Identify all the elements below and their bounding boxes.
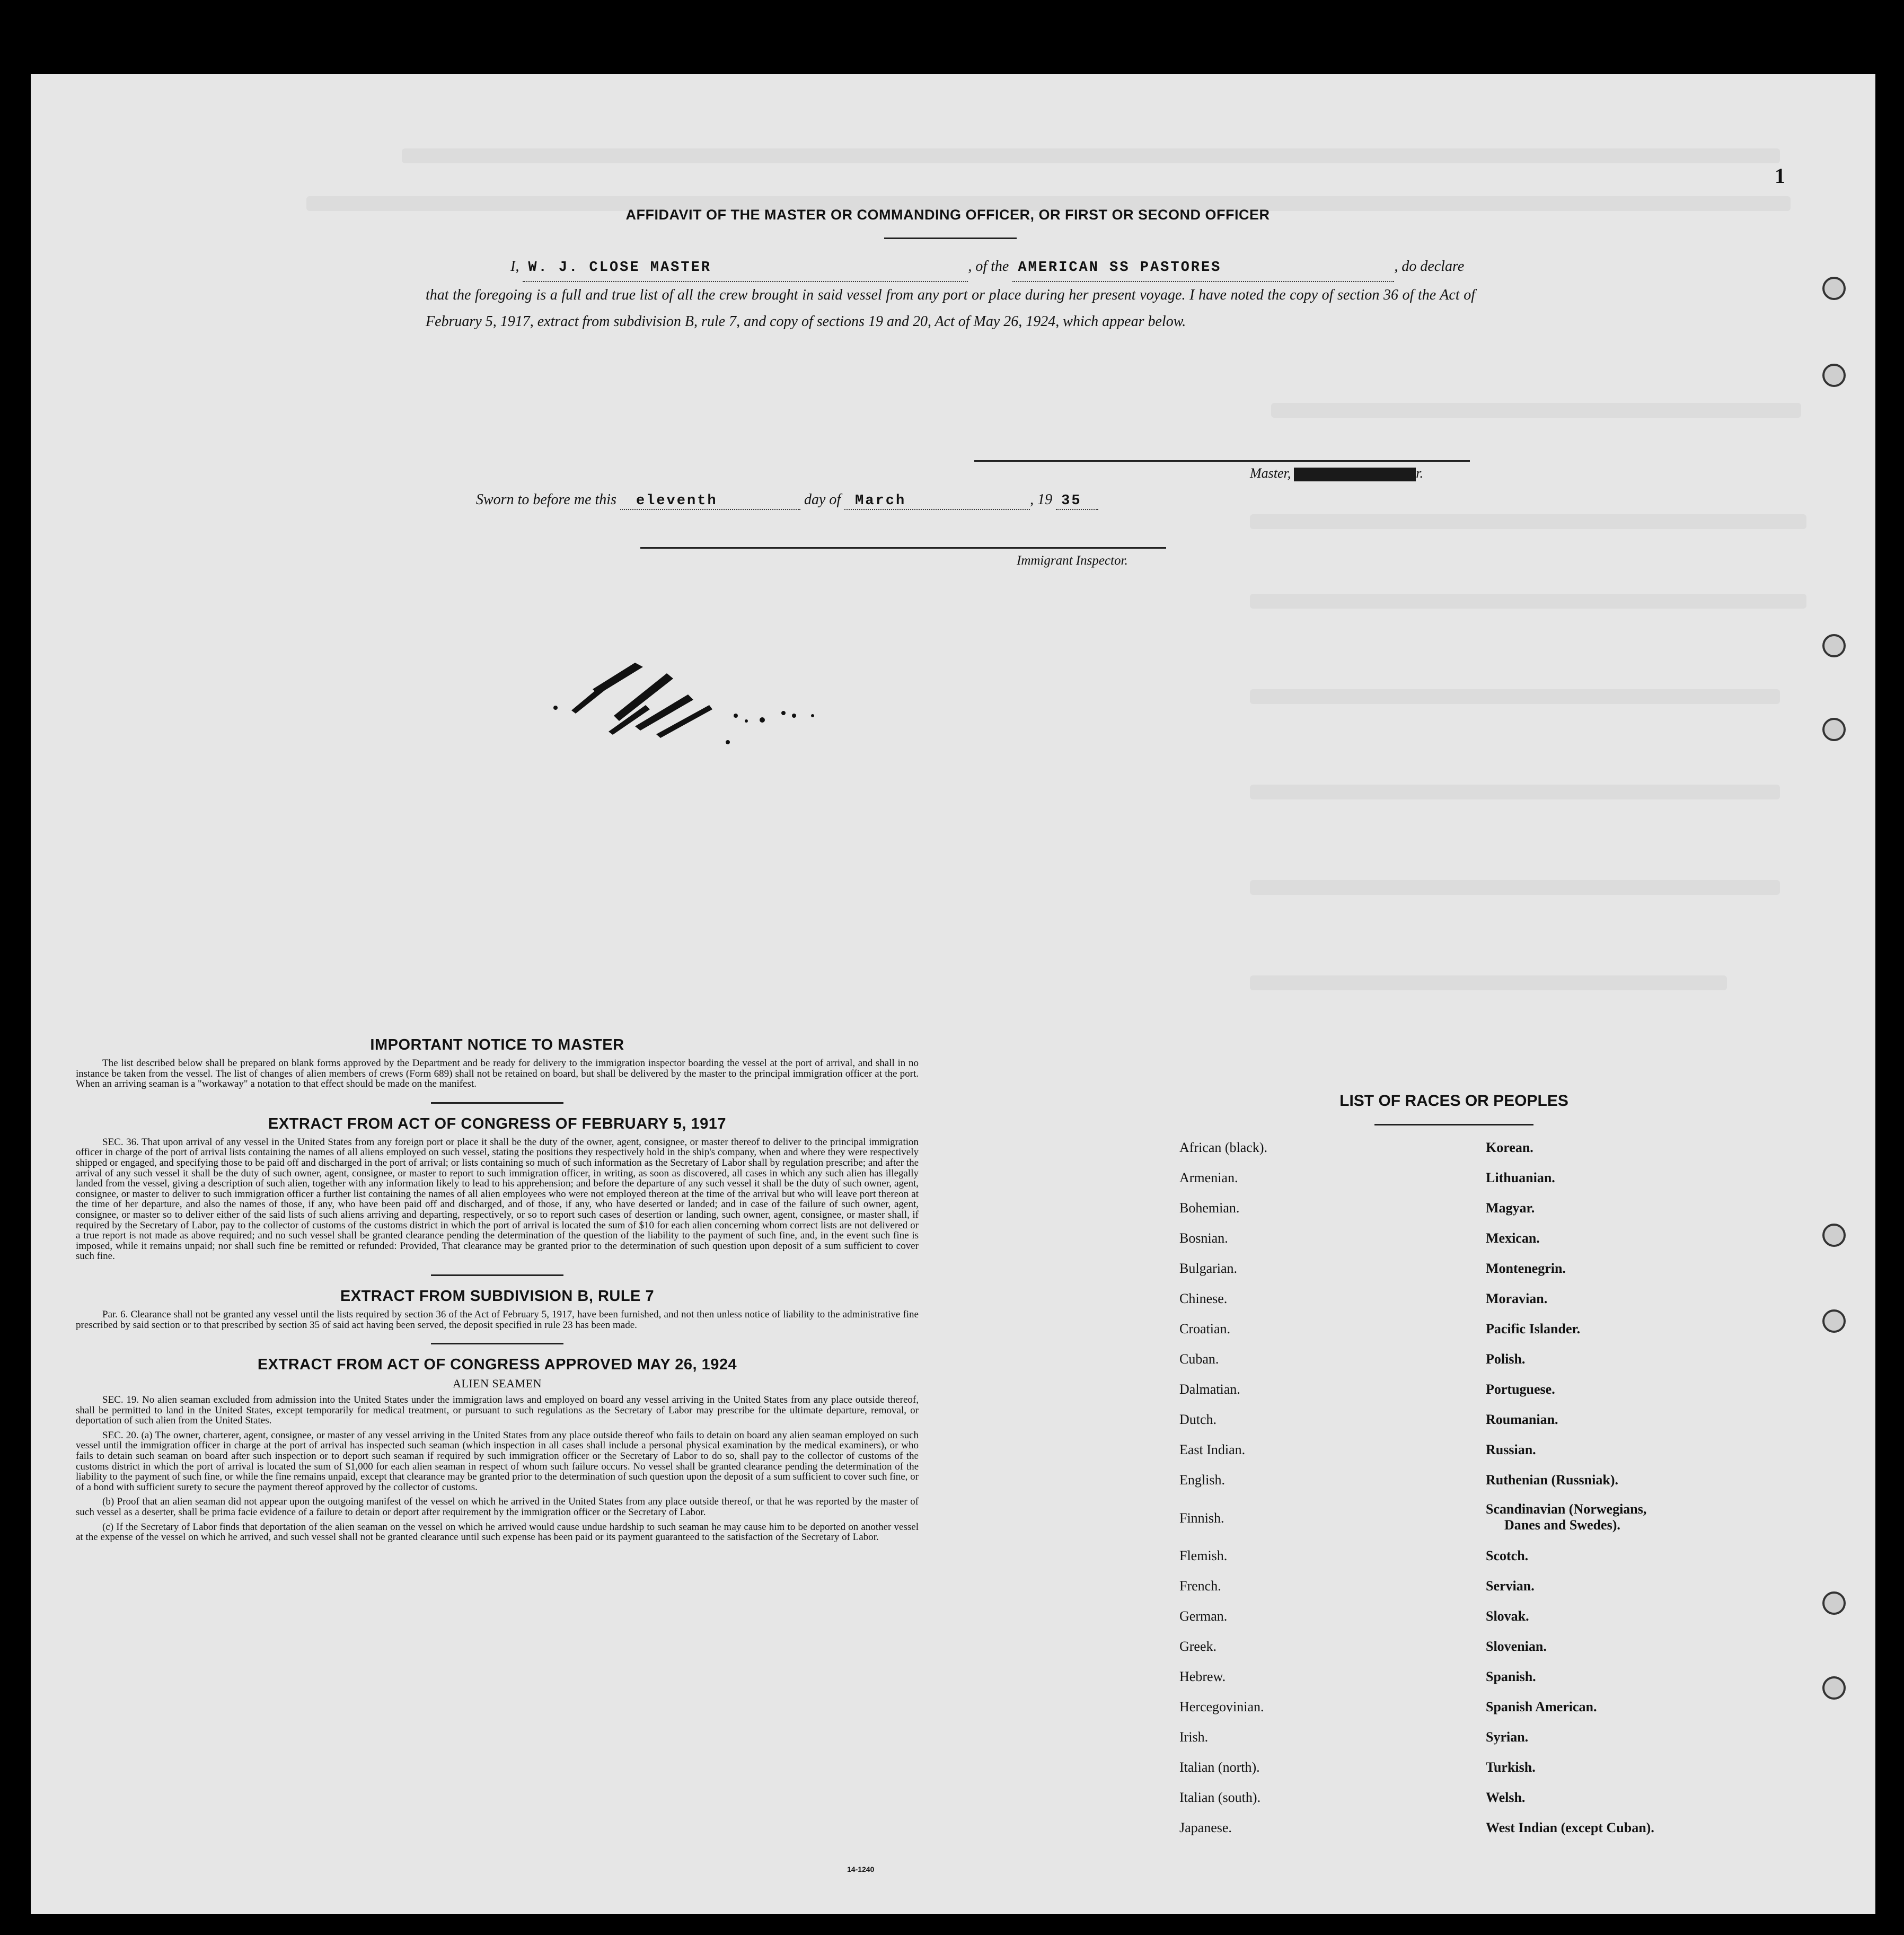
sworn-month-field	[844, 491, 1030, 510]
binder-hole	[1822, 634, 1846, 657]
race-item: Pacific Islander.	[1486, 1321, 1581, 1336]
race-item: Greek.	[1179, 1639, 1217, 1654]
sworn-month-value: March	[855, 493, 906, 509]
notice-title: IMPORTANT NOTICE TO MASTER	[370, 1036, 624, 1053]
year-prefix: , 19	[1030, 491, 1053, 508]
races-title: LIST OF RACES OR PEOPLES	[1339, 1092, 1568, 1110]
sworn-prefix: Sworn to before me this	[476, 491, 616, 508]
extract-rule7-text: Par. 6. Clearance shall not be granted any vessel until the lists required by section 36 of the Act of February 5, 1917, have been furnished, and not then unless notice of liability to the administrative fine prescribed by said section or to that prescribed by section 35 of said act having been served, the deposit specified in rule 23 has been made.	[76, 1308, 919, 1331]
race-item: Korean.	[1486, 1140, 1533, 1155]
race-item: African (black).	[1179, 1140, 1268, 1155]
binder-hole	[1822, 718, 1846, 741]
race-item: Montenegrin.	[1486, 1261, 1566, 1276]
extract-1917-text: SEC. 36. That upon arrival of any vessel in the United States from any foreign port or place it shall be the duty of the owner, agent, consignee, or master thereof to deliver to the principal immigration officer in charge of the port of arrival lists containing the names of all aliens employed on such vessel, stating the positions they respectively hold in the ship's company, when and where they were respectively shipped or engaged, and specifying those to be paid off and discharged in the port of arrival; or lists containing so much of such information as the Secretary of Labor shall by regulation prescribe; and after the arrival of any such vessel it shall be the duty of such owner, agent, consignee, or master to report to such immigration officer, in writing, as soon as discovered, all cases in which any such alien has illegally landed from the vessel, giving a description of such alien, together with any information likely to lead to his apprehension; and before the departure of any such vessel it shall be the duty of such owner, agent, consignee, or master to deliver to such immigration officer a further list containing the names of all alien employees who were not employed thereon at the time of the arrival but who will leave port thereon at the time of her departure, and also the names of those, if any, who have been paid off and discharged, and of those, if any, who have deserted or landed; and in case of the failure of such owner, agent, consignee, or master so to deliver either of the said lists of such aliens arriving and departing, respectively, or so to report such cases of desertion or landing, such owner, agent, consignee, or master shall, if required by the Secretary of Labor, pay to the collector of customs of the customs district in which the port of arrival is located the sum of $10 for each alien concerning whom correct lists are not delivered or a true report is not made as above required; and no such vessel shall be granted clearance pending the determination of the question of the liability to the payment of such fine, and, in the event such fine is imposed, while it remains unpaid; nor shall such fine be remitted or refunded: Provided, That clearance may be granted prior to the determination of such question upon deposit of a sum sufficient to cover such fine.	[76, 1136, 919, 1262]
race-item: West Indian (except Cuban).	[1486, 1820, 1654, 1835]
affidavit-statement: that the foregoing is a full and true list of all the crew brought in said vessel from any port or place during her present voyage. I have noted the copy of section 36 of the Act of February 5, 1917, extract from subdivision B, rule 7, and copy of sections 19 and 20, Act of May 26, 1924, which appear below.	[426, 287, 1475, 330]
race-item: Magyar.	[1486, 1200, 1535, 1216]
race-item: Danes and Swedes).	[1504, 1517, 1620, 1533]
smudge-dot	[745, 719, 748, 723]
race-item: Russian.	[1486, 1442, 1536, 1457]
race-item: Scotch.	[1486, 1548, 1529, 1563]
race-item: German.	[1179, 1608, 1228, 1624]
inspector-label: Immigrant Inspector.	[1017, 553, 1128, 568]
section-divider	[431, 1102, 563, 1104]
form-number: 14-1240	[847, 1865, 875, 1874]
race-item: Hercegovinian.	[1179, 1699, 1264, 1714]
race-item: Turkish.	[1486, 1760, 1536, 1775]
binder-hole	[1822, 1676, 1846, 1700]
affidavit-i: I,	[510, 258, 519, 275]
smudge-dot	[553, 706, 558, 710]
section-divider	[431, 1274, 563, 1276]
race-item: Italian (north).	[1179, 1760, 1260, 1775]
master-label-text: Master,	[1250, 465, 1291, 481]
race-item: Hebrew.	[1179, 1669, 1226, 1684]
sworn-day-value: eleventh	[636, 493, 718, 509]
race-item: Roumanian.	[1486, 1412, 1558, 1427]
ink-smudge	[534, 641, 879, 758]
race-item: Mexican.	[1486, 1230, 1540, 1246]
race-item: French.	[1179, 1578, 1221, 1594]
race-item: Croatian.	[1179, 1321, 1231, 1336]
race-item: Polish.	[1486, 1351, 1526, 1367]
binder-hole	[1822, 1591, 1846, 1615]
binder-hole	[1822, 364, 1846, 387]
smudge-dot	[811, 714, 814, 717]
race-item: Cuban.	[1179, 1351, 1219, 1367]
bleed-through	[1250, 689, 1780, 704]
race-item: Finnish.	[1179, 1510, 1224, 1526]
master-label-suffix: r.	[1416, 465, 1424, 481]
inspector-signature-line	[640, 547, 1166, 549]
sec20c-text: (c) If the Secretary of Labor finds that deportation of the alien seaman on the vessel on which he arrived would cause undue hardship to such seaman he may cause him to be deported on another vessel at the expense of the vessel on which he arrived, and such vessel shall not be granted clearance until such expense has been paid or its payment guaranteed to the satisfaction of the Secretary of Labor.	[76, 1521, 919, 1543]
page-number: 1	[1775, 164, 1785, 188]
race-item: Bosnian.	[1179, 1230, 1228, 1246]
notice-text: The list described below shall be prepared on blank forms approved by the Department and be ready for delivery to the immigration inspector boarding the vessel at the port of arrival, and shall in no instance be taken from the vessel. The list of changes of alien members of crews (Form 689) shall not be retained on board, but shall be delivered by the master to the principal immigration officer at the port. When an arriving seaman is a "workaway" a notation to that effect should be made on the manifest.	[76, 1058, 919, 1090]
race-item: Servian.	[1486, 1578, 1535, 1594]
section-divider	[431, 1343, 563, 1344]
vessel-value: AMERICAN SS PASTORES	[1018, 260, 1222, 276]
bleed-through	[1250, 785, 1780, 799]
affidavit-line-1	[426, 253, 1475, 282]
race-item: Armenian.	[1179, 1170, 1238, 1185]
bleed-through	[1250, 880, 1780, 895]
race-item: Slovak.	[1486, 1608, 1529, 1624]
race-item: Ruthenian (Russniak).	[1486, 1472, 1618, 1488]
race-item: Syrian.	[1486, 1729, 1529, 1745]
binder-hole	[1822, 1309, 1846, 1333]
master-signature-label	[1250, 465, 1423, 481]
master-signature-line	[974, 460, 1470, 462]
do-declare-text: , do declare	[1394, 258, 1465, 275]
race-item: Spanish.	[1486, 1669, 1536, 1684]
name-field	[523, 253, 968, 282]
race-item: Italian (south).	[1179, 1790, 1261, 1805]
race-item: Portuguese.	[1486, 1382, 1555, 1397]
notice-column	[76, 1036, 919, 1543]
smudge-dot	[781, 711, 786, 715]
binder-hole	[1822, 277, 1846, 300]
binder-hole	[1822, 1224, 1846, 1247]
race-item: Slovenian.	[1486, 1639, 1547, 1654]
vessel-field	[1012, 253, 1394, 282]
sworn-line	[476, 491, 1098, 510]
extract-1924-subtitle: ALIEN SEAMEN	[453, 1377, 542, 1391]
race-item: Scandinavian (Norwegians,	[1486, 1501, 1647, 1517]
race-item: English.	[1179, 1472, 1225, 1488]
race-item: Moravian.	[1486, 1291, 1548, 1306]
bleed-through	[1271, 403, 1801, 418]
ink-smudge-marks	[553, 663, 814, 744]
name-value: W. J. CLOSE MASTER	[528, 260, 711, 276]
bleed-through	[1250, 594, 1806, 609]
document-page	[31, 74, 1875, 1914]
bleed-through	[1250, 975, 1727, 990]
race-item: Dutch.	[1179, 1412, 1217, 1427]
races-divider	[1374, 1124, 1533, 1125]
smudge-mark	[571, 684, 607, 714]
sworn-year-field	[1056, 491, 1098, 510]
sec20a-text: SEC. 20. (a) The owner, charterer, agent, consignee, or master of any vessel arriving in the United States from any place outside thereof who fails to detain on board any alien seaman employed on such vessel until the immigration officer in charge at the port of arrival has inspected such seaman (which inspection in all cases shall include a personal physical examination by the medical examiners), or who fails to detain such seaman on board after such inspection or to deport such seaman if required by such immigration officer or the Secretary of Labor to do so, shall pay to the collector of customs of the customs district in which the port of arrival is located the sum of $1,000 for each alien seaman in respect of whom such failure occurs. No vessel shall be granted clearance pending the determination of the liability to the payment of such fine, or while the fine remains unpaid, except that clearance may be granted prior to the determination of such question upon the deposit of a sum sufficient to cover such fine, or of a bond with sufficient surety to secure the payment thereof approved by the collector of customs.	[76, 1429, 919, 1493]
race-item: Irish.	[1179, 1729, 1209, 1745]
smudge-dot	[726, 740, 730, 744]
race-item: Spanish American.	[1486, 1699, 1597, 1714]
extract-1917-title: EXTRACT FROM ACT OF CONGRESS OF FEBRUARY 5, 1917	[268, 1115, 727, 1132]
day-of-text: day of	[804, 491, 841, 508]
title-divider	[884, 238, 1017, 239]
smudge-dot	[734, 714, 738, 718]
master-name-redacted	[1294, 468, 1416, 481]
bleed-through	[402, 148, 1780, 163]
sworn-year-value: 35	[1061, 493, 1082, 509]
race-item: Bulgarian.	[1179, 1261, 1238, 1276]
sworn-day-field	[620, 491, 800, 510]
race-item: Japanese.	[1179, 1820, 1232, 1835]
smudge-dot	[760, 717, 765, 723]
smudge-dot	[792, 714, 796, 718]
race-item: Chinese.	[1179, 1291, 1228, 1306]
race-item: Flemish.	[1179, 1548, 1228, 1563]
affidavit-title: AFFIDAVIT OF THE MASTER OR COMMANDING OFFICER, OR FIRST OR SECOND OFFICER	[625, 207, 1270, 223]
race-item: Bohemian.	[1179, 1200, 1240, 1216]
race-item: Welsh.	[1486, 1790, 1526, 1805]
of-the-text: , of the	[968, 258, 1009, 275]
race-item: Dalmatian.	[1179, 1382, 1240, 1397]
extract-1924-title: EXTRACT FROM ACT OF CONGRESS APPROVED MAY 26, 1924	[257, 1356, 737, 1374]
sec19-text: SEC. 19. No alien seaman excluded from admission into the United States under the immigration laws and employed on board any vessel arriving in the United States from any place outside thereof, shall be permitted to land in the United States, except temporarily for medical treatment, or pursuant to such regulations as the Secretary of Labor may prescribe for the ultimate departure, removal, or deportation of such alien from the United States.	[76, 1394, 919, 1427]
sec20b-text: (b) Proof that an alien seaman did not appear upon the outgoing manifest of the vessel on which he arrived in the United States from any place outside thereof, or that he was reported by the master of such vessel as a deserter, shall be prima facie evidence of a failure to detain or deport after requirement by the immigration officer or the Secretary of Labor.	[76, 1496, 919, 1518]
race-item: Lithuanian.	[1486, 1170, 1555, 1185]
extract-rule7-title: EXTRACT FROM SUBDIVISION B, RULE 7	[340, 1287, 655, 1305]
affidavit-body	[426, 253, 1475, 335]
bleed-through	[1250, 514, 1806, 529]
race-item: East Indian.	[1179, 1442, 1246, 1457]
